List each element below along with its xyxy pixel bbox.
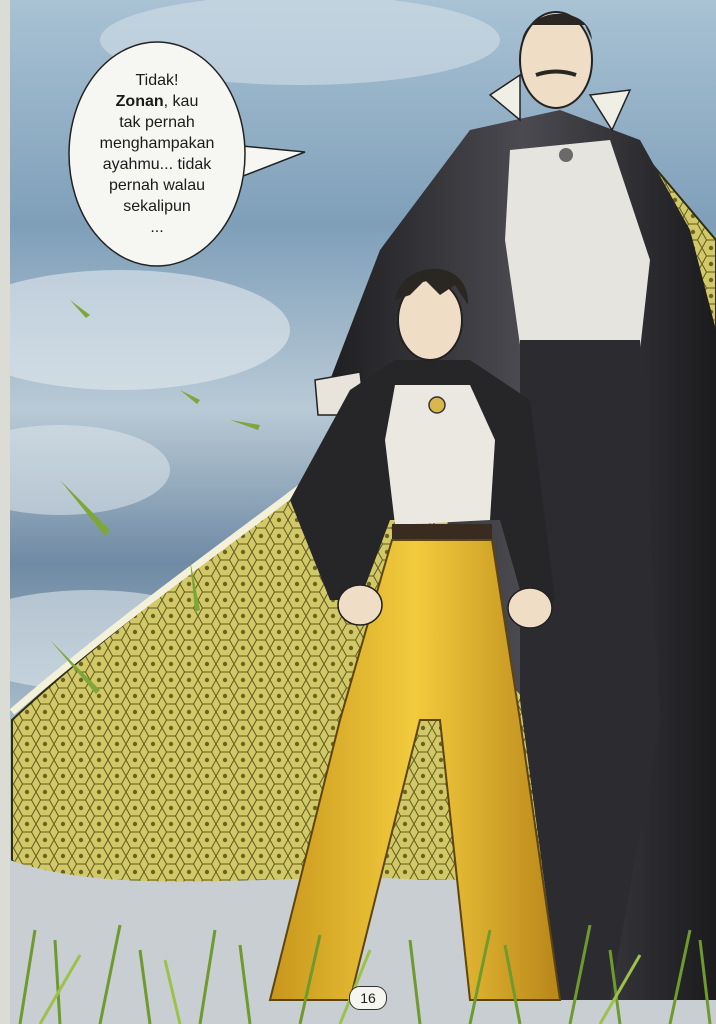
bubble-line-2	[82, 91, 232, 112]
speech-bubble	[72, 44, 242, 264]
bubble-line-4: menghampakan	[99, 135, 215, 152]
bubble-line-2-rest: , kau	[163, 93, 199, 110]
bubble-line-1: Tidak!	[135, 72, 179, 89]
bubble-line-8: ...	[150, 219, 164, 236]
bubble-line-7: sekalipun	[123, 198, 191, 215]
page-gutter	[0, 0, 10, 1024]
bubble-line-6: pernah walau	[108, 177, 206, 194]
character-name-zonan: Zonan	[115, 93, 164, 110]
speech-bubble-text	[82, 70, 232, 238]
bubble-line-3: tak pernah	[119, 114, 195, 131]
page-number: 16	[349, 986, 387, 1010]
bubble-line-5: ayahmu... tidak	[102, 156, 212, 173]
